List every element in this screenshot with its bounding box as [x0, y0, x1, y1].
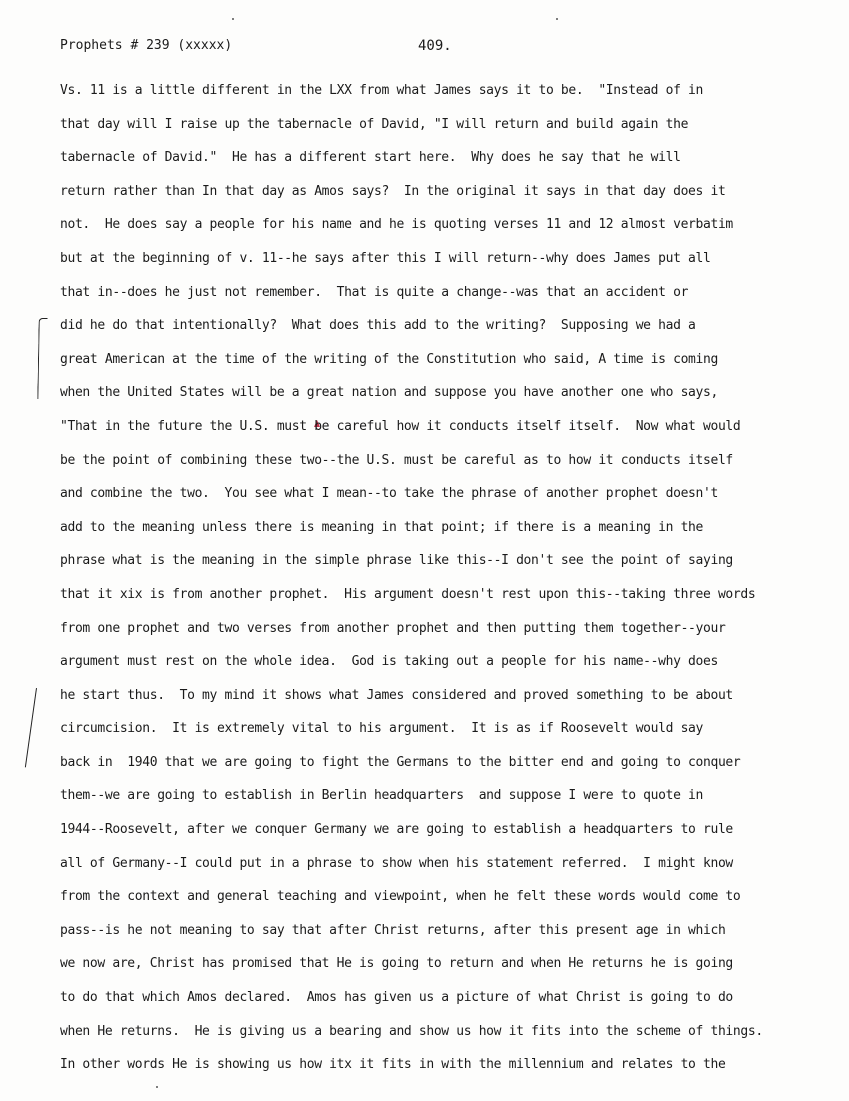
- text-line: but at the beginning of v. 11--he says after this I will return--why does James put all: [60, 250, 711, 266]
- text-line: and combine the two. You see what I mean--to take the phrase of another prophet doesn't: [60, 486, 718, 502]
- text-line: that day will I raise up the tabernacle of David, "I will return and build again the: [60, 116, 689, 132]
- text-line: them--we are going to establish in Berlin headquarters and suppose I were to quote in: [60, 788, 703, 804]
- document-title: Prophets # 239 (xxxxx): [60, 38, 233, 53]
- text-line: that in--does he just not remember. That is quite a change--was that an accident or: [60, 284, 689, 300]
- page-number: 409.: [418, 38, 452, 54]
- text-line: great American at the time of the writing of the Constitution who said, A time is coming: [60, 351, 718, 367]
- text-line: did he do that intentionally? What does this add to the writing? Supposing we had a: [60, 318, 696, 334]
- text-line: we now are, Christ has promised that He is going to return and when He returns he is going: [60, 956, 733, 972]
- margin-line-mark: [25, 688, 37, 767]
- text-line: In other words He is showing us how itx it fits in with the millennium and relates to the: [60, 1057, 726, 1073]
- text-line: pass--is he not meaning to say that after Christ returns, after this present age in which: [60, 922, 726, 938]
- text-line: all of Germany--I could put in a phrase to show when his statement referred. I might know: [60, 855, 733, 871]
- text-line: not. He does say a people for his name and he is quoting verses 11 and 12 almost verbatim: [60, 217, 733, 233]
- text-line: tabernacle of David." He has a different start here. Why does he say that he will: [60, 150, 681, 166]
- text-line: Vs. 11 is a little different in the LXX from what James says it to be. "Instead of in: [60, 83, 703, 98]
- text-line: from the context and general teaching and viewpoint, when he felt these words would come to: [60, 889, 741, 905]
- text-line: that it xix is from another prophet. His argument doesn't rest upon this--taking three words: [60, 586, 756, 602]
- typed-body-text: [60, 74, 845, 1082]
- text-line: back in 1940 that we are going to fight the Germans to the bitter end and going to conquer: [60, 754, 741, 770]
- text-line: to do that which Amos declared. Amos has given us a picture of what Christ is going to do: [60, 990, 733, 1006]
- text-line: he start thus. To my mind it shows what James considered and proved something to be about: [60, 687, 733, 703]
- text-line: add to the meaning unless there is meaning in that point; if there is a meaning in the: [60, 519, 703, 535]
- text-line: return rather than In that day as Amos says? In the original it says in that day does it: [60, 183, 726, 199]
- margin-bracket-mark: [37, 318, 47, 399]
- text-line: circumcision. It is extremely vital to his argument. It is as if Roosevelt would say: [60, 721, 703, 737]
- text-line: when the United States will be a great nation and suppose you have another one who says,: [60, 385, 718, 401]
- text-line: when He returns. He is giving us a bearing and show us how it fits into the scheme of things.: [60, 1023, 763, 1039]
- text-line: be the point of combining these two--the U.S. must be careful as to how it conducts itself: [60, 452, 733, 468]
- text-line: argument must rest on the whole idea. God is taking out a people for his name--why does: [60, 654, 718, 670]
- text-line: from one prophet and two verses from another prophet and then putting them together--your: [60, 620, 726, 636]
- page-header: [60, 38, 820, 60]
- paper-speck: [232, 18, 234, 20]
- paper-speck: [556, 18, 558, 20]
- text-line: "That in the future the U.S. must be careful how it conducts itself itself. Now what would: [60, 418, 741, 434]
- text-line: phrase what is the meaning in the simple phrase like this--I don't see the point of saying: [60, 553, 733, 569]
- paper-speck: [156, 1086, 158, 1088]
- text-line: 1944--Roosevelt, after we conquer Germany we are going to establish a headquarters to rule: [60, 822, 733, 838]
